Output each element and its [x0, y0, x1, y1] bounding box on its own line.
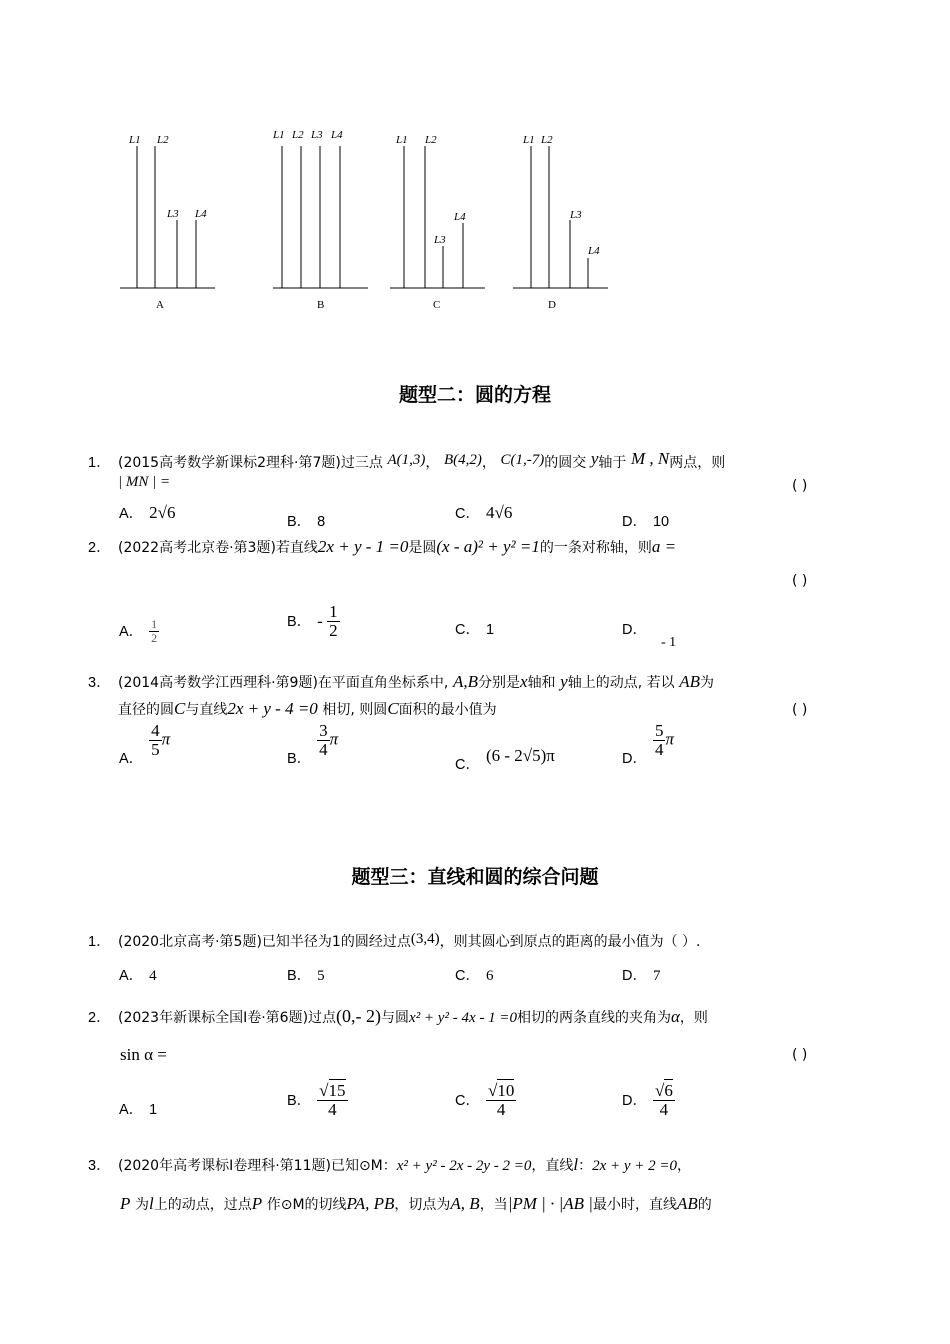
figure-b: [268, 128, 373, 317]
option-label: D．: [622, 968, 647, 984]
option-label: D．: [622, 514, 647, 530]
option-d[interactable]: [622, 510, 669, 531]
figure-a: [115, 128, 220, 317]
answer-paren: ( ): [792, 573, 808, 589]
question-text: 为: [700, 675, 715, 691]
option-b[interactable]: [287, 964, 325, 985]
fraction-five-fourths: $\frac{5}{4}$: [654, 721, 664, 759]
math-var: α: [670, 1007, 680, 1026]
math-var: A, B: [450, 1194, 480, 1213]
question-text: ，直线: [531, 1158, 574, 1174]
figure-caption: A: [156, 299, 164, 311]
option-label: A．: [119, 750, 144, 767]
math-var: AB: [679, 672, 701, 691]
option-value: 5: [317, 968, 325, 984]
question-number: 3．: [88, 1158, 111, 1174]
option-b[interactable]: [287, 1082, 348, 1119]
math-var: y: [560, 672, 568, 691]
fraction-sqrt15-over-4: $\frac{√15}{4}$: [319, 1081, 346, 1119]
question-number: 1．: [88, 934, 111, 950]
label-l3: L3: [434, 234, 446, 246]
figure-d: [508, 128, 613, 317]
question-text: 上的动点，过点: [153, 1197, 252, 1213]
question-continuation: [120, 1044, 167, 1067]
label-l1: L1: [273, 129, 285, 141]
question-text: ，则其圆心到原点的距离的最小值为（ ）.: [439, 934, 701, 950]
question-1: [88, 928, 701, 953]
fraction-one-half: $\frac{1}{2}$: [151, 617, 158, 645]
option-label: B．: [287, 514, 312, 530]
question-source: (2020北京高考·第5题): [118, 934, 262, 950]
math-expr: sin α =: [120, 1045, 167, 1064]
question-text: 过点: [308, 1010, 337, 1026]
option-c[interactable]: [455, 1082, 516, 1119]
math-var: PA, PB: [346, 1194, 395, 1213]
option-label: B．: [287, 968, 312, 984]
math-circle: x² + y² - 2x - 2y - 2 =0: [396, 1158, 532, 1174]
section-title: 题型三：直线和圆的综合问题: [351, 866, 599, 888]
option-d[interactable]: [622, 1082, 675, 1119]
label-l3: L3: [570, 209, 582, 221]
point-c: C(1,-7): [500, 452, 545, 468]
math-expr: | MN | =: [118, 474, 171, 490]
question-number: 2．: [88, 540, 111, 556]
option-label: C．: [455, 757, 480, 773]
option-c[interactable]: [455, 964, 493, 985]
math-var: x: [520, 672, 528, 691]
label-l4: L4: [454, 211, 466, 223]
math-var: AB: [676, 1194, 698, 1213]
figure-c: [385, 128, 490, 317]
option-label: D．: [622, 750, 647, 767]
fraction-sqrt6-over-4: $\frac{√6}{4}$: [654, 1081, 673, 1119]
question-continuation: [118, 471, 170, 493]
question-text: 面积的最小值为: [398, 702, 497, 718]
question-source: (2020年高考课标Ⅰ卷理科·第11题): [118, 1158, 331, 1174]
option-b[interactable]: [287, 510, 325, 531]
question-1: 1． (2015高考数学新课标2理科·第7题)过三点 A(1,3)， B(4,2)， C(1,-7)的圆交 y轴于 M , N两点，则: [88, 448, 725, 474]
label-l1: L1: [523, 134, 535, 146]
question-text: 两点，则: [669, 455, 726, 471]
fraction-sqrt10-over-4: $\frac{√10}{4}$: [487, 1081, 515, 1119]
question-source: (2015高考数学新课标2理科·第7题): [118, 455, 341, 471]
option-value: 6: [485, 968, 494, 984]
math-var: y: [590, 449, 599, 468]
question-number: 1．: [88, 455, 111, 471]
question-text: 相切的两条直线的夹角为: [516, 1010, 671, 1026]
question-text: 与圆: [381, 1010, 410, 1026]
label-l1: L1: [396, 134, 408, 146]
option-label: B．: [287, 613, 312, 630]
question-text: 分别是: [478, 675, 521, 691]
option-label: C．: [455, 506, 480, 522]
option-d[interactable]: D． $\frac{5}{4}$ π: [622, 721, 675, 767]
option-value: (6 - 2√5)π: [485, 746, 555, 765]
question-source: (2014高考数学江西理科·第9题): [118, 675, 318, 691]
fraction-three-fourths: $\frac{3}{4}$: [319, 721, 328, 759]
math-circle: x² + y² - 4x - 1 =0: [409, 1010, 517, 1026]
label-l3: L3: [167, 208, 179, 220]
question-text: 的圆交: [544, 455, 587, 471]
math-var: C: [174, 699, 186, 718]
math-point: (0,- 2): [336, 1006, 382, 1026]
question-text: 作⊙M的切线: [266, 1197, 347, 1213]
question-text: 轴于: [598, 455, 627, 471]
math-line: 2x + y - 4 =0: [227, 699, 318, 718]
question-text: ，切点为: [394, 1197, 451, 1213]
math-expr: a =: [651, 537, 677, 556]
point-a: A(1,3): [387, 452, 426, 468]
label-l2: L2: [425, 134, 437, 146]
option-c[interactable]: [455, 745, 555, 773]
question-text: 为: [135, 1197, 149, 1213]
math-var: C: [387, 699, 399, 718]
question-text: 相切, 则圆: [322, 702, 388, 718]
option-d[interactable]: [622, 964, 660, 985]
math-line: 2x + y + 2 =0: [592, 1158, 678, 1174]
figure-caption: D: [548, 299, 556, 311]
question-text: 直径的圆: [118, 702, 174, 718]
label-l4: L4: [195, 208, 207, 220]
option-value: - 1: [660, 635, 677, 650]
option-a[interactable]: [119, 1098, 157, 1119]
option-value: 1: [485, 622, 495, 638]
option-value: 4: [149, 968, 157, 984]
question-text: ，则: [679, 1010, 708, 1026]
section-title: 题型二：圆的方程: [398, 384, 551, 406]
question-text: 轴上的动点, 若以: [567, 675, 675, 691]
option-d[interactable]: [622, 618, 677, 650]
math-var: l: [149, 1194, 154, 1213]
question-2: [88, 1005, 708, 1029]
question-text: 的一条对称轴，则: [539, 540, 652, 556]
question-3: [88, 1154, 691, 1177]
option-a[interactable]: [119, 618, 159, 645]
option-label: B．: [287, 750, 312, 767]
option-b[interactable]: B． - $\frac{1}{2}$: [287, 602, 338, 640]
option-label: A．: [119, 624, 144, 640]
option-value: 2√6: [149, 503, 176, 522]
math-expr: |PM | · |AB |: [507, 1194, 593, 1213]
option-value: 7: [652, 968, 661, 984]
label-l1: L1: [129, 134, 141, 146]
math-var: M , N: [630, 449, 670, 468]
question-text: 是圆: [408, 540, 437, 556]
math-var: P: [251, 1194, 263, 1213]
question-text: 轴和: [527, 675, 556, 691]
math-point: (3,4): [410, 931, 440, 947]
option-c[interactable]: [455, 502, 512, 523]
option-label: C．: [455, 968, 480, 984]
question-continuation: [120, 1193, 712, 1216]
label-l4: L4: [331, 129, 343, 141]
option-value: 4√6: [485, 503, 513, 522]
question-source: (2023年新课标全国Ⅰ卷·第6题): [118, 1010, 309, 1026]
question-continuation: [118, 698, 497, 721]
math-var: P: [120, 1194, 131, 1213]
question-text: ，: [677, 1158, 692, 1174]
question-source: (2022高考北京卷·第3题): [118, 540, 276, 556]
label-l2: L2: [541, 134, 553, 146]
question-3: [88, 671, 714, 694]
question-text: ，当: [479, 1197, 508, 1213]
point-b: B(4,2): [443, 452, 482, 468]
question-text: 若直线: [275, 540, 318, 556]
label-l4: L4: [588, 245, 600, 257]
question-2: [88, 536, 676, 559]
option-label: D．: [622, 1092, 647, 1109]
option-b[interactable]: B． $\frac{3}{4}$ π: [287, 721, 339, 767]
fraction-four-fifths: $\frac{4}{5}$: [151, 721, 160, 759]
label-l3: L3: [311, 129, 323, 141]
option-value: 10: [652, 514, 670, 530]
figure-caption: C: [433, 299, 441, 311]
option-value: 1: [149, 1102, 158, 1118]
option-value: 8: [317, 514, 326, 530]
option-label: A．: [119, 506, 144, 522]
question-text: 已知半径为1的圆经过点: [261, 934, 411, 950]
fraction-one-half: $\frac{1}{2}$: [329, 602, 338, 640]
option-a[interactable]: [119, 502, 176, 523]
option-label: C．: [455, 1092, 480, 1109]
option-label: C．: [455, 622, 480, 638]
question-text: ：: [578, 1158, 593, 1174]
option-label: B．: [287, 1092, 312, 1109]
figure-caption: B: [317, 299, 325, 311]
math-circle: (x - a)² + y² =1: [436, 537, 540, 556]
option-label: A．: [119, 968, 144, 984]
question-text: 过三点: [340, 455, 383, 471]
question-text: 的: [697, 1197, 712, 1213]
label-l2: L2: [292, 129, 304, 141]
label-l2: L2: [157, 134, 169, 146]
math-var: l: [573, 1155, 579, 1174]
option-a[interactable]: [119, 964, 157, 985]
math-var: A,B: [452, 672, 479, 691]
option-label: A．: [119, 1102, 144, 1118]
question-number: 3．: [88, 675, 111, 691]
question-text: 与直线: [185, 702, 228, 718]
answer-paren: ( ): [792, 702, 808, 718]
question-text: 最小时，直线: [592, 1197, 677, 1213]
question-text: 在平面直角坐标系中,: [317, 675, 449, 691]
question-number: 2．: [88, 1010, 111, 1026]
answer-paren: ( ): [792, 1047, 808, 1063]
math-line: 2x + y - 1 =0: [317, 537, 409, 556]
answer-paren: ( ): [792, 478, 808, 494]
option-a[interactable]: A． $\frac{4}{5}$ π: [119, 721, 171, 767]
question-text: 已知⊙M：: [330, 1158, 397, 1174]
option-label: D．: [622, 622, 647, 638]
option-c[interactable]: [455, 618, 494, 639]
